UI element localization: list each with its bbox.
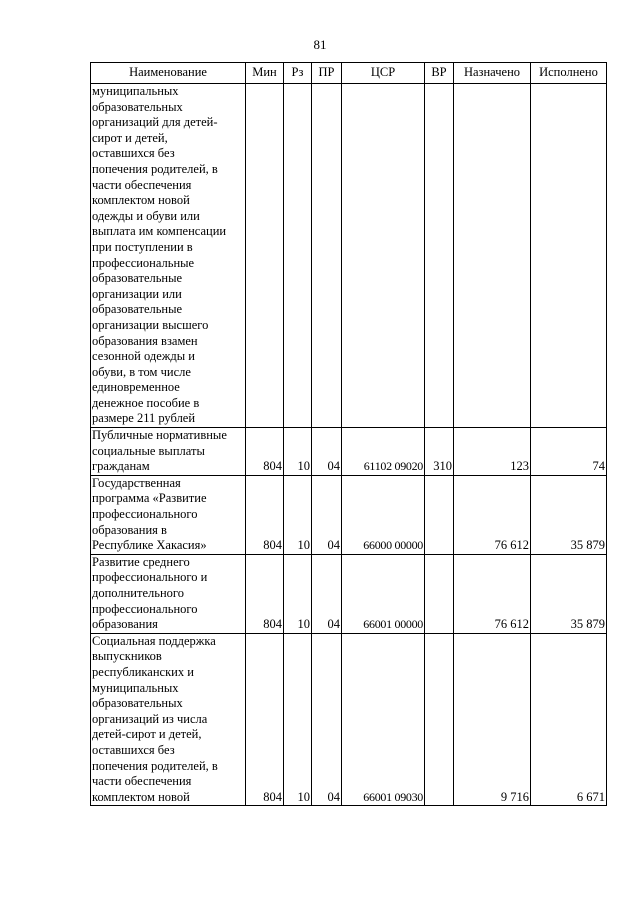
header-rz: Рз [284, 63, 312, 84]
page-number: 81 [313, 37, 327, 52]
header-name: Наименование [91, 63, 246, 84]
cell-pr: 04 [312, 554, 342, 633]
name-line: попечения родителей, в [92, 161, 218, 176]
name-line: организаций для детей- [92, 115, 218, 130]
cell-rz: 10 [284, 633, 312, 806]
name-line: образовательных [92, 696, 183, 711]
cell-vr [425, 633, 454, 806]
name-line: части обеспечения [92, 177, 192, 192]
cell-name [91, 554, 246, 633]
name-line: республиканских и [92, 664, 194, 679]
header-min: Мин [246, 63, 284, 84]
cell-min: 804 [246, 475, 284, 554]
cell-executed: 35 879 [531, 554, 607, 633]
cell-min: 804 [246, 633, 284, 806]
table-row [91, 428, 607, 476]
name-line: образовательных [92, 99, 183, 114]
header-assigned: Назначено [454, 63, 531, 84]
cell-assigned [454, 84, 531, 428]
name-line: профессионального [92, 507, 198, 522]
name-line: обуви, в том числе [92, 364, 191, 379]
cell-csr [342, 84, 425, 428]
name-line: образования взамен [92, 333, 198, 348]
cell-pr [312, 84, 342, 428]
name-line: выпускников [92, 649, 162, 664]
name-line: попечения родителей, в [92, 758, 218, 773]
table-body [91, 84, 607, 806]
name-line: единовременное [92, 380, 180, 395]
name-line: комплектом новой [92, 789, 190, 804]
name-line: денежное пособие в [92, 395, 200, 410]
cell-name [91, 84, 246, 428]
cell-executed: 74 [531, 428, 607, 476]
cell-executed: 35 879 [531, 475, 607, 554]
name-line: Республике Хакасия» [92, 538, 207, 553]
name-line: гражданам [92, 459, 150, 474]
name-line: образовательные [92, 302, 183, 317]
name-line: одежды и обуви или [92, 208, 200, 223]
table-row [91, 554, 607, 633]
cell-name [91, 475, 246, 554]
name-line: Развитие среднего [92, 554, 190, 569]
cell-vr [425, 475, 454, 554]
cell-executed [531, 84, 607, 428]
cell-csr: 66000 00000 [342, 475, 425, 554]
name-line: организации высшего [92, 317, 209, 332]
name-line: муниципальных [92, 84, 179, 98]
name-line: муниципальных [92, 680, 179, 695]
cell-csr: 66001 09030 [342, 633, 425, 806]
cell-assigned: 76 612 [454, 475, 531, 554]
name-line: Публичные нормативные [92, 428, 227, 443]
cell-rz [284, 84, 312, 428]
name-line: социальные выплаты [92, 443, 205, 458]
name-line: образовательные [92, 271, 183, 286]
header-executed: Исполнено [531, 63, 607, 84]
cell-rz: 10 [284, 428, 312, 476]
name-line: сезонной одежды и [92, 349, 195, 364]
name-line: Государственная [92, 475, 181, 490]
name-line: образования в [92, 522, 167, 537]
cell-vr [425, 554, 454, 633]
name-line: при поступлении в [92, 239, 193, 254]
cell-pr: 04 [312, 475, 342, 554]
name-line: профессионального и [92, 570, 208, 585]
table-row [91, 475, 607, 554]
cell-executed: 6 671 [531, 633, 607, 806]
name-line: выплата им компенсации [92, 224, 227, 239]
name-line: размере 211 рублей [92, 411, 196, 426]
cell-rz: 10 [284, 475, 312, 554]
name-line: комплектом новой [92, 193, 190, 208]
name-line: части обеспечения [92, 774, 192, 789]
cell-min: 804 [246, 428, 284, 476]
cell-name [91, 428, 246, 476]
name-line: профессионального [92, 601, 198, 616]
table-header-row [91, 63, 607, 84]
cell-pr: 04 [312, 633, 342, 806]
name-line: сирот и детей, [92, 130, 168, 145]
cell-min [246, 84, 284, 428]
name-line: оставшихся без [92, 742, 175, 757]
budget-table [90, 62, 607, 806]
cell-name [91, 633, 246, 806]
name-line: оставшихся без [92, 146, 175, 161]
name-line: профессиональные [92, 255, 195, 270]
cell-rz: 10 [284, 554, 312, 633]
name-line: детей-сирот и детей, [92, 727, 202, 742]
cell-assigned: 123 [454, 428, 531, 476]
header-csr: ЦСР [342, 63, 425, 84]
name-line: образования [92, 617, 158, 632]
name-line: программа «Развитие [92, 491, 207, 506]
name-line: организаций из числа [92, 711, 208, 726]
cell-assigned: 9 716 [454, 633, 531, 806]
header-vr: ВР [425, 63, 454, 84]
cell-pr: 04 [312, 428, 342, 476]
cell-min: 804 [246, 554, 284, 633]
name-line: Социальная поддержка [92, 633, 216, 648]
header-pr: ПР [312, 63, 342, 84]
table-row [91, 84, 607, 428]
table-row [91, 633, 607, 806]
cell-vr: 310 [425, 428, 454, 476]
cell-assigned: 76 612 [454, 554, 531, 633]
name-line: дополнительного [92, 586, 184, 600]
name-line: организации или [92, 286, 182, 301]
cell-vr [425, 84, 454, 428]
cell-csr: 66001 00000 [342, 554, 425, 633]
cell-csr: 61102 09020 [342, 428, 425, 476]
